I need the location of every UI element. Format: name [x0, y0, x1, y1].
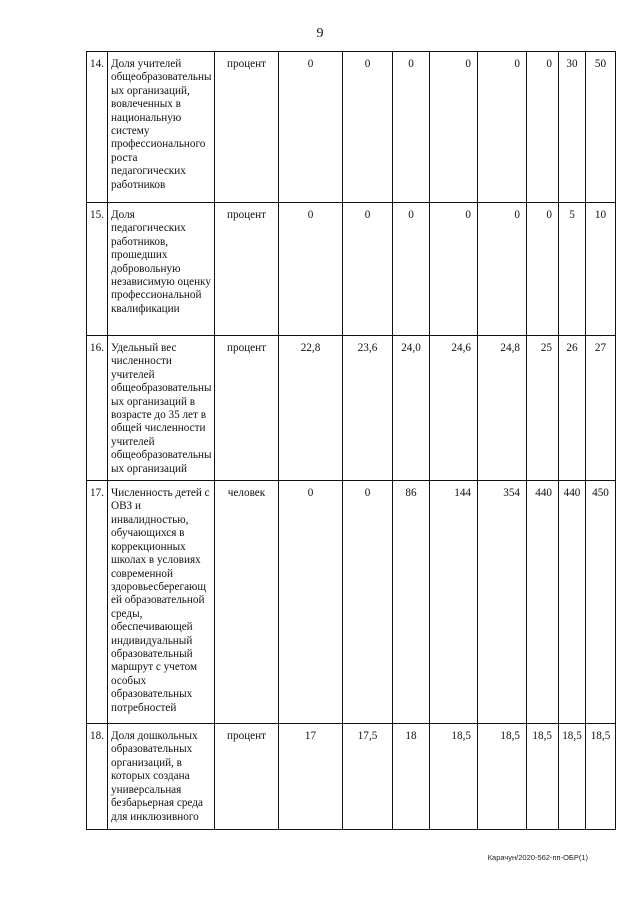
table-row: [87, 52, 616, 203]
indicator-value: 24,8: [478, 336, 527, 481]
indicator-value: 144: [430, 481, 478, 724]
indicator-value: 10: [586, 203, 616, 336]
indicator-value: 0: [430, 203, 478, 336]
table-row: [87, 203, 616, 336]
indicator-value: 0: [279, 481, 343, 724]
unit-of-measure: процент: [215, 724, 279, 830]
unit-of-measure: процент: [215, 203, 279, 336]
table-row: [87, 336, 616, 481]
indicator-value: 0: [393, 52, 430, 203]
indicator-value: 0: [430, 52, 478, 203]
indicator-value: 86: [393, 481, 430, 724]
indicator-value: 0: [343, 481, 393, 724]
indicator-value: 354: [478, 481, 527, 724]
indicator-value: 440: [527, 481, 559, 724]
indicator-name: Доля дошкольных образовательных организаций, в которых создана универсальная безбарьерная среда для инклюзивного: [108, 724, 215, 830]
page-number: 9: [316, 26, 324, 41]
indicator-value: 22,8: [279, 336, 343, 481]
indicator-value: 0: [343, 203, 393, 336]
row-number: 15.: [87, 203, 108, 336]
indicator-value: 18: [393, 724, 430, 830]
indicator-value: 50: [586, 52, 616, 203]
indicator-name: Удельный вес численности учителей общеобразовательны ых организаций в возрасте до 35 лет в общей численности учителей общеобразовательны ых организаций: [108, 336, 215, 481]
indicators-table: [86, 51, 616, 830]
document-footer: Карачун/2020-562-пп-ОБР(1): [487, 853, 588, 862]
indicator-value: 0: [527, 52, 559, 203]
indicator-value: 0: [279, 203, 343, 336]
indicator-value: 0: [279, 52, 343, 203]
indicator-value: 0: [343, 52, 393, 203]
indicator-value: 0: [478, 203, 527, 336]
indicator-name: Доля педагогических работников, прошедших добровольную независимую оценку профессиональной квалификации: [108, 203, 215, 336]
indicator-value: 18,5: [527, 724, 559, 830]
indicator-name: Численность детей с ОВЗ и инвалидностью, обучающихся в коррекционных школах в условиях современной здоровьесберегающ ей образовательной среды, обеспечивающей индивидуальный образовательный маршрут с учетом особых образовательных потребностей: [108, 481, 215, 724]
row-number: 18.: [87, 724, 108, 830]
indicator-value: 17,5: [343, 724, 393, 830]
indicator-value: 26: [559, 336, 586, 481]
table-row: [87, 481, 616, 724]
unit-of-measure: процент: [215, 336, 279, 481]
indicator-value: 17: [279, 724, 343, 830]
unit-of-measure: человек: [215, 481, 279, 724]
indicator-value: 18,5: [559, 724, 586, 830]
row-number: 14.: [87, 52, 108, 203]
indicator-value: 18,5: [430, 724, 478, 830]
indicator-value: 27: [586, 336, 616, 481]
indicator-value: 24,0: [393, 336, 430, 481]
row-number: 16.: [87, 336, 108, 481]
indicator-value: 30: [559, 52, 586, 203]
indicator-value: 23,6: [343, 336, 393, 481]
indicator-value: 18,5: [586, 724, 616, 830]
row-number: 17.: [87, 481, 108, 724]
indicator-value: 25: [527, 336, 559, 481]
indicator-name: Доля учителей общеобразовательны ых организаций, вовлеченных в национальную систему профессионального роста педагогических работников: [108, 52, 215, 203]
indicator-value: 0: [527, 203, 559, 336]
indicator-value: 0: [393, 203, 430, 336]
table-body: [87, 52, 616, 830]
indicator-value: 5: [559, 203, 586, 336]
indicator-value: 18,5: [478, 724, 527, 830]
indicator-value: 0: [478, 52, 527, 203]
indicator-value: 24,6: [430, 336, 478, 481]
indicator-value: 440: [559, 481, 586, 724]
unit-of-measure: процент: [215, 52, 279, 203]
table-row: [87, 724, 616, 830]
indicator-value: 450: [586, 481, 616, 724]
